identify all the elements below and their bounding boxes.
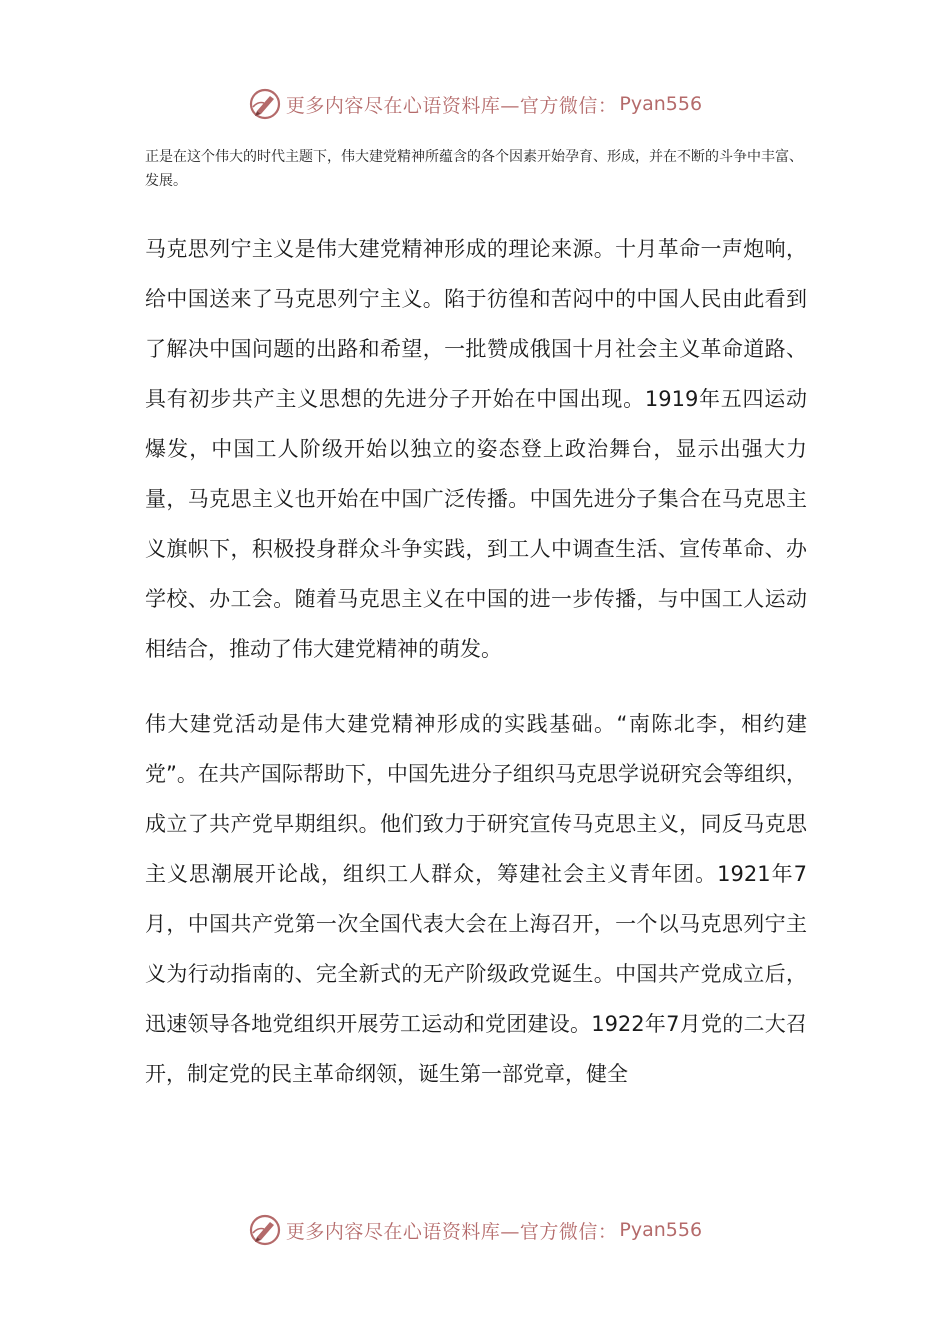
header-banner	[0, 82, 950, 126]
footer-wechat-id: Pyan556	[619, 1219, 703, 1241]
pen-logo-icon	[248, 87, 282, 121]
body-paragraph-2: 伟大建党活动是伟大建党精神形成的实践基础。“南陈北李，相约建党”。在共产国际帮助下，中国先进分子组织马克思学说研究会等组织，成立了共产党早期组织。他们致力于研究宣传马克思主义，同反马克思主义思潮展开论战，组织工人群众，筹建社会主义青年团。1921年7月，中国共产党第一次全国代表大会在上海召开，一个以马克思列宁主义为行动指南的、完全新式的无产阶级政党诞生。中国共产党成立后，迅速领导各地党组织开展劳工运动和党团建设。1922年7月党的二大召开，制定党的民主革命纲领，诞生第一部党章，健全	[145, 712, 807, 1086]
header-banner-text: 更多内容尽在心语资料库—官方微信：	[285, 94, 618, 117]
pen-logo-icon	[248, 1213, 282, 1247]
intro-paragraph: 正是在这个伟大的时代主题下，伟大建党精神所蕴含的各个因素开始孕育、形成，并在不断的斗争中丰富、发展。	[145, 149, 803, 189]
footer-banner	[0, 1208, 950, 1252]
body-paragraph-1: 马克思列宁主义是伟大建党精神形成的理论来源。十月革命一声炮响，给中国送来了马克思列宁主义。陷于彷徨和苦闷中的中国人民由此看到了解决中国问题的出路和希望，一批赞成俄国十月社会主义革命道路、具有初步共产主义思想的先进分子开始在中国出现。1919年五四运动爆发，中国工人阶级开始以独立的姿态登上政治舞台，显示出强大力量，马克思主义也开始在中国广泛传播。中国先进分子集合在马克思主义旗帜下，积极投身群众斗争实践，到工人中调查生活、宣传革命、办学校、办工会。随着马克思主义在中国的进一步传播，与中国工人运动相结合，推动了伟大建党精神的萌发。	[145, 237, 807, 661]
header-wechat-id: Pyan556	[619, 93, 703, 115]
footer-banner-text: 更多内容尽在心语资料库—官方微信：	[285, 1220, 618, 1243]
